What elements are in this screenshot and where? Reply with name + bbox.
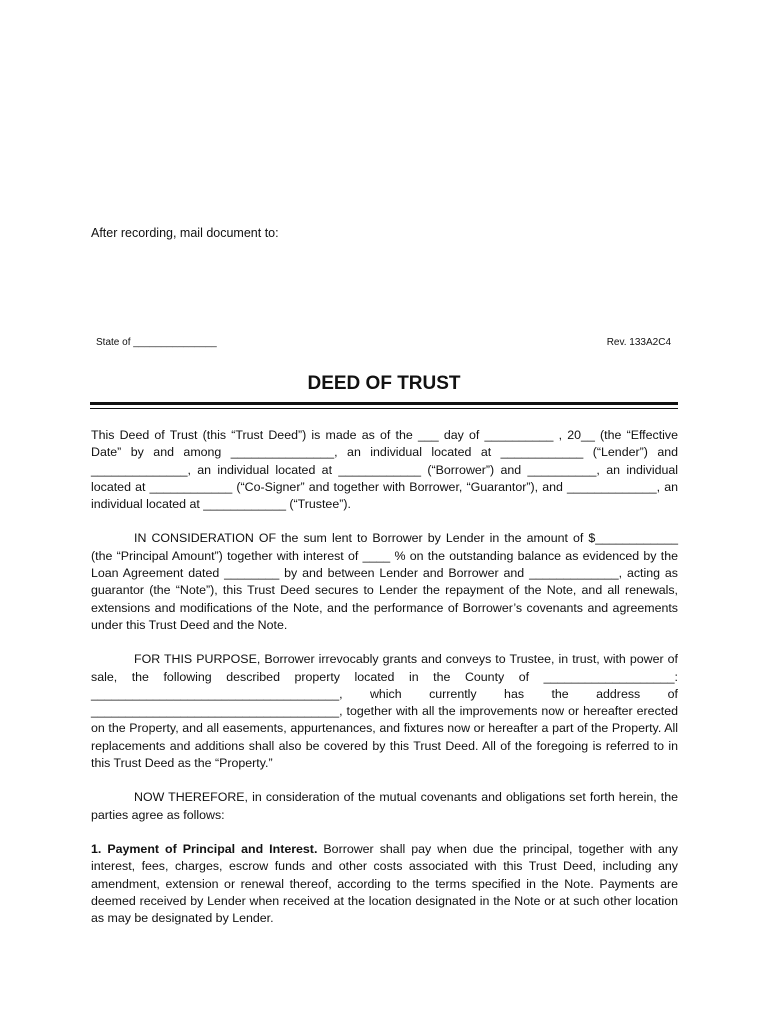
- now-therefore-paragraph: NOW THEREFORE, in consideration of the mutual covenants and obligations set forth herein, the parties agree as follows:: [91, 790, 678, 822]
- consideration-paragraph: IN CONSIDERATION OF the sum lent to Borrower by Lender in the amount of $____________ (the “Principal Amount”) together with interest of ____ % on the outstanding balance as evidenced by the Loan Agreement dated ________ by and between Lender and Borrower and _____________, acting as guarantor (the “Note”), this Trust Deed secures to Lender the repayment of the Note, and all renewals, extensions and modifications of the Note, and the performance of Borrower’s covenants and agreements under this Trust Deed and the Note.: [91, 531, 678, 632]
- intro-paragraph: This Deed of Trust (this “Trust Deed”) is made as of the ___ day of __________ , 20__ (the “Effective Date” by and among _______________, an individual located at ____________ (“Lender”) and ______________, an individual located at ____________ (“Borrower”) and __________, an individual located at ____________ (“Co-Signer” and together with Borrower, “Guarantor”), and _____________, an individual located at ____________ (“Trustee”).: [91, 428, 678, 512]
- section-1-body: Borrower shall pay when due the principal, together with any interest, fees, charges, escrow funds and other costs associated with this Trust Deed, including any amendment, extension or renewal thereof, according to the terms specified in the Note. Payments are deemed received by Lender when received at the location designated in the Note or at such other location as may be designated by Lender.: [91, 841, 678, 926]
- document-body: [91, 427, 678, 944]
- document-header: [96, 336, 671, 350]
- title-rule-thick: [90, 402, 678, 405]
- purpose-paragraph: FOR THIS PURPOSE, Borrower irrevocably grants and conveys to Trustee, in trust, with power of sale, the following described property located in the County of ___________________: ____________________________________, which currently has the address of ____________________________________, together with all the improvements now or hereafter erected on the Property, and all easements, appurtenances, and fixtures now or hereafter a part of the Property. All replacements and additions shall also be covered by this Trust Deed. All of the foregoing is referred to in this Trust Deed as the “Property.”: [91, 652, 678, 771]
- section-1-heading: 1. Payment of Principal and Interest.: [91, 841, 318, 856]
- title-rule-thin: [90, 408, 678, 409]
- state-of-field: State of _______________: [96, 337, 217, 348]
- revision-number: Rev. 133A2C4: [606, 337, 671, 348]
- section-1-paragraph: [91, 841, 678, 927]
- document-title: DEED OF TRUST: [307, 373, 461, 394]
- mail-to-instruction: After recording, mail document to:: [91, 226, 279, 240]
